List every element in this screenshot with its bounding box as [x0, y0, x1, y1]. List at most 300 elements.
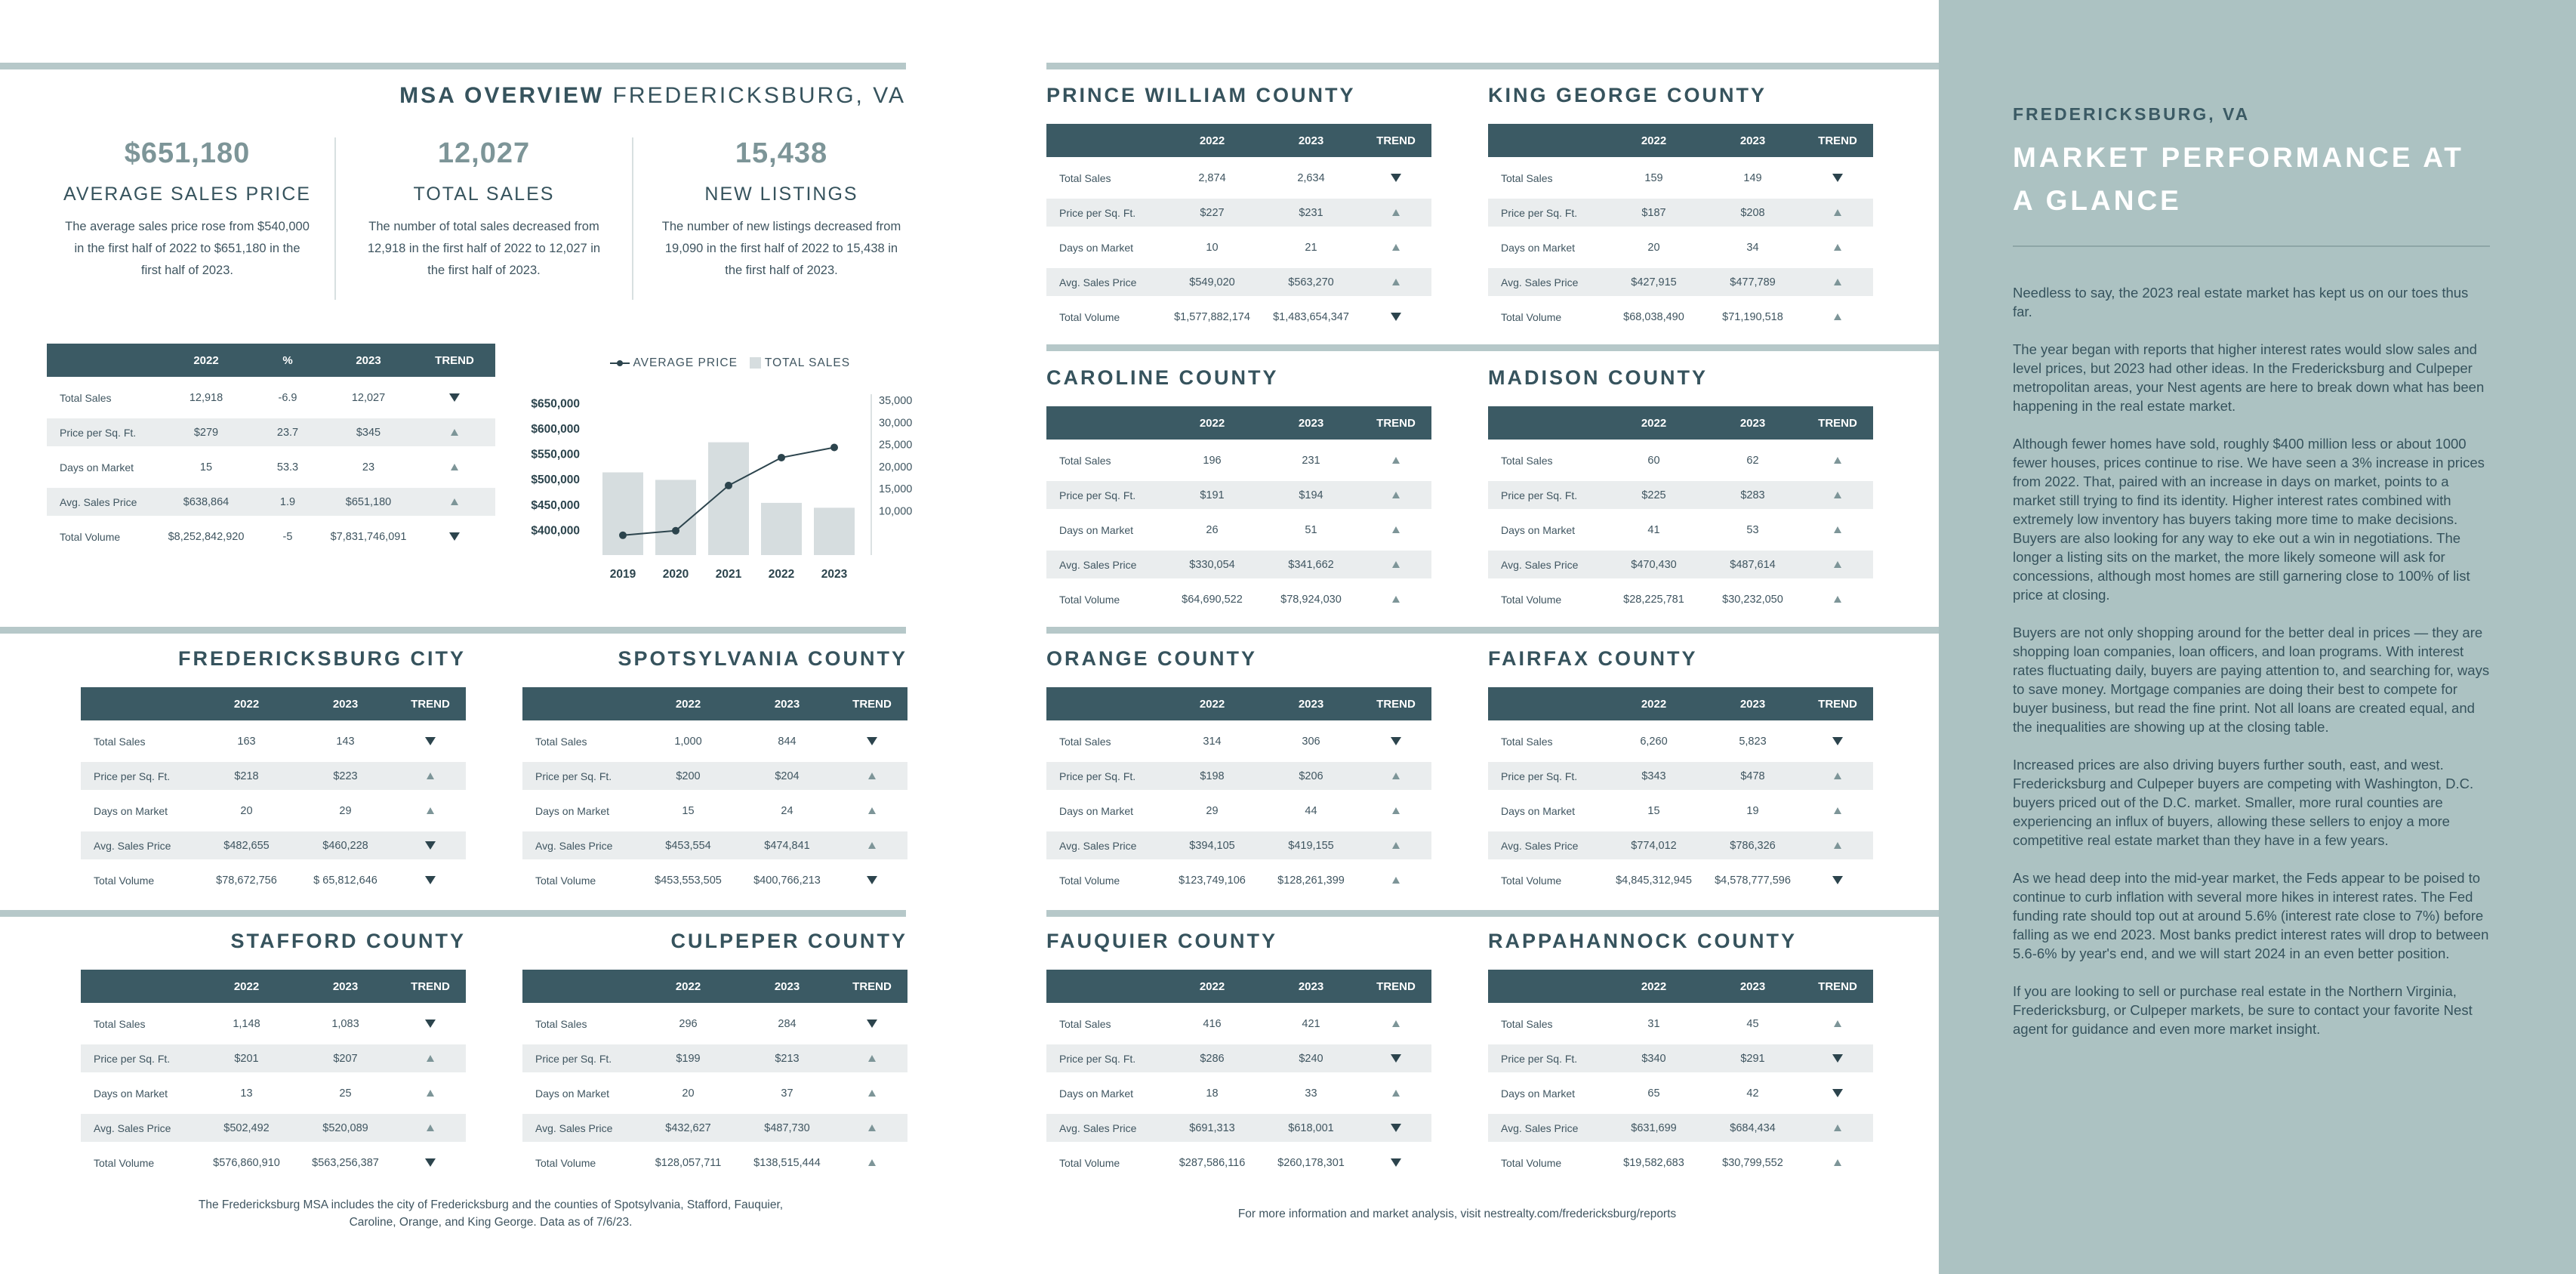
- table-header-row: [81, 970, 466, 1003]
- chart-point-average-price: [778, 454, 785, 461]
- table-cell: 65: [1647, 1087, 1660, 1100]
- trend-up-icon: [451, 429, 458, 436]
- table-header-cell: [522, 687, 639, 720]
- trend-down-icon: [425, 737, 436, 745]
- table-header-cell: 2023: [1262, 124, 1360, 157]
- table-row: [1488, 199, 1873, 227]
- stat-description: The number of new listings decreased from 19,090 in the first half of 2022 to 15,438 in the first half of 2023.: [661, 220, 901, 277]
- table-cell: 41: [1647, 523, 1660, 536]
- table-cell: 196: [1203, 454, 1222, 467]
- trend-cell: [414, 488, 495, 516]
- table-cell: Days on Market: [1059, 804, 1134, 817]
- table-header-cell: TREND: [395, 687, 466, 720]
- trend-cell: [395, 1079, 466, 1107]
- county-table: [1046, 117, 1431, 338]
- chart-bar-total-sales: [814, 507, 855, 555]
- table-cell: 29: [339, 804, 352, 817]
- table-header-cell: [522, 970, 639, 1003]
- table-row: [1488, 481, 1873, 509]
- table-cell: Days on Market: [535, 804, 610, 817]
- table-cell: 5,823: [1739, 735, 1767, 748]
- table-cell: Days on Market: [1059, 523, 1134, 536]
- table-header-cell: 2022: [1604, 124, 1703, 157]
- trend-cell: [395, 762, 466, 790]
- stat-label: TOTAL SALES: [413, 184, 555, 205]
- table-cell: $474,841: [738, 831, 837, 859]
- table-header-cell: 2023: [1703, 124, 1802, 157]
- table-cell: $138,515,444: [753, 1156, 821, 1169]
- chart-point-average-price: [830, 444, 838, 452]
- county-title: STAFFORD COUNTY: [230, 930, 466, 952]
- table-cell: Days on Market: [1501, 1087, 1576, 1100]
- trend-up-icon: [1834, 773, 1841, 779]
- table-row: [81, 1044, 466, 1072]
- table-cell: $7,831,746,091: [330, 530, 407, 543]
- county-title: ORANGE COUNTY: [1046, 647, 1258, 670]
- table-cell: 15: [199, 461, 213, 474]
- table-header-cell: [1046, 687, 1163, 720]
- trend-cell: [1802, 164, 1873, 192]
- county-table: [1488, 963, 1873, 1183]
- table-cell: $549,020: [1163, 268, 1262, 296]
- table-header-cell: 2022: [1163, 406, 1262, 440]
- table-cell: Total Volume: [60, 530, 121, 543]
- trend-up-icon: [1392, 842, 1400, 849]
- table-cell: Total Sales: [94, 1017, 146, 1030]
- trend-cell: [1802, 233, 1873, 261]
- chart-right-tick-label: 10,000: [879, 505, 913, 518]
- table-header-row: [1046, 406, 1431, 440]
- trend-cell: [837, 727, 907, 755]
- table-row: [1046, 446, 1431, 474]
- table-row: [1488, 303, 1873, 331]
- trend-up-icon: [1834, 561, 1841, 568]
- table-header-cell: TREND: [1360, 687, 1431, 720]
- trend-up-icon: [1834, 807, 1841, 814]
- trend-cell: [1360, 762, 1431, 790]
- stat-value: $651,180: [124, 137, 251, 169]
- table-cell: $227: [1163, 199, 1262, 227]
- table-row: [522, 1044, 907, 1072]
- table-cell: 42: [1746, 1087, 1759, 1100]
- legend-label-total-sales: TOTAL SALES: [764, 356, 851, 369]
- table-cell: Total Sales: [1059, 1017, 1111, 1030]
- table-cell: $128,057,711: [655, 1156, 722, 1169]
- table-cell: $240: [1262, 1044, 1360, 1072]
- table-header-cell: 2022: [639, 687, 738, 720]
- table-cell: $231: [1262, 199, 1360, 227]
- trend-cell: [395, 1044, 466, 1072]
- trend-up-icon: [1392, 526, 1400, 533]
- stat-label: AVERAGE SALES PRICE: [63, 184, 311, 205]
- chart-left-tick-label: $500,000: [531, 474, 580, 487]
- section-rule: [1046, 910, 1939, 917]
- table-cell: -6.9: [278, 391, 297, 404]
- table-cell: $213: [738, 1044, 837, 1072]
- table-header-row: [1488, 687, 1873, 720]
- table-row: [1488, 762, 1873, 790]
- table-cell: $1,577,882,174: [1174, 310, 1250, 323]
- trend-up-icon: [1834, 842, 1841, 849]
- county-title: CAROLINE COUNTY: [1046, 366, 1279, 389]
- table-cell: Total Sales: [1501, 1017, 1553, 1030]
- table-cell: $199: [639, 1044, 738, 1072]
- trend-cell: [1802, 516, 1873, 544]
- county-title: SPOTSYLVANIA COUNTY: [618, 647, 907, 670]
- table-cell: Total Volume: [1059, 874, 1120, 887]
- table-header-cell: 2023: [738, 687, 837, 720]
- table-cell: 62: [1746, 454, 1759, 467]
- table-row: [47, 453, 495, 481]
- trend-down-icon: [1391, 1054, 1401, 1063]
- table-cell: $419,155: [1262, 831, 1360, 859]
- table-row: [1046, 762, 1431, 790]
- table-row: [1046, 1149, 1431, 1177]
- table-cell: Avg. Sales Price: [1046, 1114, 1163, 1142]
- trend-cell: [1802, 446, 1873, 474]
- table-cell: Days on Market: [1501, 523, 1576, 536]
- table-cell: Total Sales: [60, 391, 112, 404]
- county-table: [1046, 963, 1431, 1183]
- table-cell: $8,252,842,920: [168, 530, 245, 543]
- county-table: [522, 963, 907, 1183]
- stat-value: 15,438: [735, 137, 828, 169]
- table-cell: 2,634: [1297, 171, 1325, 184]
- table-row: [522, 762, 907, 790]
- table-header-cell: 2023: [296, 687, 395, 720]
- trend-cell: [1360, 585, 1431, 613]
- table-header-cell: [81, 687, 197, 720]
- trend-down-icon: [449, 532, 460, 541]
- table-row: [1488, 164, 1873, 192]
- table-cell: 19: [1746, 804, 1759, 817]
- stat-average-sales-price: [63, 137, 312, 282]
- trend-cell: [837, 1114, 907, 1142]
- table-row: [522, 1010, 907, 1038]
- chart-point-average-price: [672, 527, 679, 535]
- table-header-cell: TREND: [414, 344, 495, 377]
- table-row: [1488, 268, 1873, 296]
- table-row: [47, 523, 495, 551]
- table-cell: 421: [1302, 1017, 1320, 1030]
- table-cell: 53.3: [276, 461, 299, 474]
- sidebar-paragraph: If you are looking to sell or purchase real estate in the Northern Virginia, Fredericksburg, or Culpeper markets, be sure to contact your favorite Nest agent for guidance and even more market insight.: [2013, 983, 2473, 1037]
- trend-cell: [837, 797, 907, 825]
- trend-up-icon: [1834, 457, 1841, 464]
- table-header-cell: TREND: [1802, 406, 1873, 440]
- table-cell: 20: [1647, 241, 1660, 254]
- legend-label-average-price: AVERAGE PRICE: [633, 356, 738, 369]
- table-row: [522, 1149, 907, 1177]
- table-cell: 2,874: [1198, 171, 1226, 184]
- table-cell: $28,225,781: [1623, 593, 1684, 606]
- table-cell: Avg. Sales Price: [1046, 268, 1163, 296]
- table-cell: $340: [1604, 1044, 1703, 1072]
- table-cell: $64,690,522: [1182, 593, 1243, 606]
- chart-left-tick-label: $400,000: [531, 524, 580, 538]
- chart-left-tick-label: $450,000: [531, 498, 580, 512]
- table-header-row: [522, 687, 907, 720]
- county-table: [81, 963, 466, 1183]
- table-header-cell: 2023: [1703, 687, 1802, 720]
- table-row: [81, 797, 466, 825]
- table-row: [1046, 797, 1431, 825]
- county-title: FAIRFAX COUNTY: [1488, 647, 1698, 670]
- table-header-cell: [47, 344, 160, 377]
- table-cell: $400,766,213: [753, 874, 821, 887]
- table-cell: 314: [1203, 735, 1222, 748]
- table-cell: $198: [1163, 762, 1262, 790]
- trend-cell: [395, 727, 466, 755]
- trend-cell: [1360, 481, 1431, 509]
- table-header-cell: %: [252, 344, 323, 377]
- table-cell: Total Volume: [94, 1156, 155, 1169]
- table-cell: Avg. Sales Price: [81, 831, 197, 859]
- table-cell: $291: [1703, 1044, 1802, 1072]
- table-cell: Price per Sq. Ft.: [1488, 199, 1604, 227]
- trend-cell: [1360, 727, 1431, 755]
- table-header-row: [1488, 406, 1873, 440]
- table-cell: $225: [1604, 481, 1703, 509]
- trend-up-icon: [868, 1090, 876, 1097]
- table-cell: $432,627: [639, 1114, 738, 1142]
- chart-x-tick-label: 2023: [821, 568, 848, 581]
- table-row: [522, 866, 907, 894]
- sidebar-divider: [2013, 245, 2490, 247]
- msa-title-location: FREDERICKSBURG, VA: [612, 83, 906, 108]
- county-title: PRINCE WILLIAM COUNTY: [1046, 84, 1356, 106]
- table-cell: 306: [1302, 735, 1320, 748]
- stat-description: The average sales price rose from $540,000 in the first half of 2022 to $651,180 in the first half of 2023.: [65, 220, 310, 277]
- stat-total-sales: [359, 137, 609, 282]
- trend-cell: [837, 1010, 907, 1038]
- table-row: [522, 797, 907, 825]
- table-cell: $453,554: [639, 831, 738, 859]
- chart-right-tick-label: 30,000: [879, 417, 913, 430]
- table-row: [1046, 164, 1431, 192]
- table-cell: $470,430: [1604, 551, 1703, 578]
- trend-up-icon: [427, 1090, 434, 1097]
- county-table: [1046, 399, 1431, 620]
- trend-cell: [395, 797, 466, 825]
- table-header-row: [1488, 970, 1873, 1003]
- table-header-cell: TREND: [1802, 124, 1873, 157]
- trend-cell: [837, 831, 907, 859]
- section-rule: [1046, 63, 1939, 69]
- table-cell: $78,924,030: [1280, 593, 1342, 606]
- table-cell: $786,326: [1703, 831, 1802, 859]
- table-cell: $287,586,116: [1179, 1156, 1246, 1169]
- trend-up-icon: [868, 1124, 876, 1131]
- trend-cell: [837, 1044, 907, 1072]
- table-header-cell: 2022: [1604, 687, 1703, 720]
- table-header-cell: 2023: [738, 970, 837, 1003]
- chart-x-tick-label: 2020: [662, 568, 689, 581]
- table-cell: 844: [778, 735, 797, 748]
- trend-up-icon: [868, 842, 876, 849]
- table-cell: 13: [240, 1087, 253, 1100]
- trend-cell: [1802, 1114, 1873, 1142]
- trend-cell: [1802, 727, 1873, 755]
- sidebar-paragraph: Buyers are not only shopping around for the better deal in prices — they are shopping loan companies, loan officers, and loan programs. With interest rates fluctuating daily, buyers are paying attention to, and searching for, ways to save money. Mortgage companies are doing their best to compete for buyer business, but read the fine print. Not all loans are created equal, and the inequalities are showing up at the closing table.: [2013, 625, 2490, 735]
- trend-down-icon: [425, 1158, 436, 1167]
- table-header-cell: TREND: [1360, 124, 1431, 157]
- trend-up-icon: [1392, 561, 1400, 568]
- table-row: [1488, 797, 1873, 825]
- table-cell: $341,662: [1262, 551, 1360, 578]
- table-cell: Total Volume: [1501, 310, 1562, 323]
- table-cell: Total Volume: [535, 874, 596, 887]
- table-cell: 159: [1644, 171, 1663, 184]
- sidebar-paragraph: Although fewer homes have sold, roughly $400 million less or about 1000 fewer houses, prices continue to rise. We have seen a 3% increase in prices from 2022. That, paired with an increase in days on market, points to a market still trying to find its identity. Higher interest rates combined with extremely low inventory has buyers taking more time to make decisions. Buyers are also looking for any way to eke out a win in negotiations. The longer a listing sits on the market, the more likely someone will ask for concessions, although most homes are still garnering close to 100% of list price at closing.: [2013, 436, 2485, 603]
- table-row: [81, 1079, 466, 1107]
- table-cell: $453,553,505: [655, 874, 722, 887]
- table-cell: $477,789: [1703, 268, 1802, 296]
- section-rule: [1046, 344, 1939, 351]
- table-row: [522, 831, 907, 859]
- trend-down-icon: [425, 1020, 436, 1028]
- table-header-cell: [1488, 687, 1604, 720]
- msa-title: [399, 83, 906, 109]
- table-header-cell: 2023: [1262, 970, 1360, 1003]
- trend-cell: [1802, 303, 1873, 331]
- trend-up-icon: [1392, 773, 1400, 779]
- trend-cell: [1802, 866, 1873, 894]
- chart-bar-total-sales: [655, 480, 696, 555]
- table-cell: $482,655: [197, 831, 296, 859]
- trend-cell: [414, 453, 495, 481]
- table-cell: Total Sales: [1059, 735, 1111, 748]
- section-rule: [0, 627, 906, 634]
- trend-up-icon: [1834, 1124, 1841, 1131]
- trend-down-icon: [1832, 1089, 1843, 1097]
- chart-right-tick-label: 25,000: [879, 439, 913, 452]
- table-cell: $68,038,490: [1623, 310, 1684, 323]
- chart-left-tick-label: $600,000: [531, 422, 580, 436]
- table-cell: Avg. Sales Price: [1488, 1114, 1604, 1142]
- table-cell: Price per Sq. Ft.: [1046, 481, 1163, 509]
- table-cell: $19,582,683: [1623, 1156, 1684, 1169]
- table-cell: $638,864: [160, 488, 252, 516]
- table-cell: $520,089: [296, 1114, 395, 1142]
- table-cell: 26: [1206, 523, 1219, 536]
- table-row: [522, 1114, 907, 1142]
- chart-point-average-price: [725, 482, 732, 489]
- county-title: FREDERICKSBURG CITY: [177, 647, 466, 670]
- trend-up-icon: [1392, 596, 1400, 603]
- table-cell: Total Sales: [535, 735, 587, 748]
- table-cell: $204: [738, 762, 837, 790]
- table-header-cell: 2022: [1604, 970, 1703, 1003]
- table-row: [1046, 727, 1431, 755]
- trend-cell: [1360, 199, 1431, 227]
- trend-down-icon: [1391, 1124, 1401, 1132]
- table-cell: $691,313: [1163, 1114, 1262, 1142]
- trend-cell: [1802, 831, 1873, 859]
- trend-up-icon: [1834, 209, 1841, 216]
- chart-x-tick-label: 2021: [715, 568, 742, 581]
- chart-bar-total-sales: [761, 503, 802, 555]
- table-cell: Total Volume: [1501, 593, 1562, 606]
- table-header-row: [1046, 687, 1431, 720]
- table-cell: Price per Sq. Ft.: [1046, 1044, 1163, 1072]
- trend-cell: [1360, 446, 1431, 474]
- table-cell: Days on Market: [1501, 804, 1576, 817]
- table-cell: $123,749,106: [1179, 874, 1246, 887]
- table-row: [1488, 1079, 1873, 1107]
- trend-cell: [414, 523, 495, 551]
- trend-up-icon: [868, 1055, 876, 1062]
- table-cell: Days on Market: [1501, 241, 1576, 254]
- trend-down-icon: [1391, 174, 1401, 182]
- county-table: [1488, 680, 1873, 901]
- table-header-cell: TREND: [837, 970, 907, 1003]
- table-cell: $1,483,654,347: [1273, 310, 1349, 323]
- trend-cell: [837, 1149, 907, 1177]
- table-row: [81, 1010, 466, 1038]
- table-row: [1046, 1114, 1431, 1142]
- trend-up-icon: [868, 773, 876, 779]
- table-cell: 53: [1746, 523, 1759, 536]
- trend-down-icon: [867, 876, 877, 884]
- sidebar-paragraph: As we head deep into the mid-year market, the Feds appear to be poised to continue to curb inflation with several more hikes in interest rates. The Fed funding rate should top out at around 5.6% (interest rate close to 7%) before falling as we end 2023. Most banks predict interest rates will drop to between 5.6-6% by year's end, and we will start 2024 in an even better position.: [2013, 870, 2489, 961]
- table-cell: Days on Market: [60, 461, 134, 474]
- trend-cell: [1802, 1079, 1873, 1107]
- table-cell: 12,918: [189, 391, 223, 404]
- trend-up-icon: [1392, 1020, 1400, 1027]
- table-header-cell: 2023: [1703, 970, 1802, 1003]
- table-header-cell: 2023: [323, 344, 414, 377]
- table-row: [1488, 1010, 1873, 1038]
- table-cell: Total Volume: [535, 1156, 596, 1169]
- table-cell: Days on Market: [94, 804, 168, 817]
- table-cell: 20: [682, 1087, 695, 1100]
- county-title: RAPPAHANNOCK COUNTY: [1488, 930, 1798, 952]
- table-cell: $128,261,399: [1277, 874, 1345, 887]
- table-cell: Avg. Sales Price: [522, 1114, 639, 1142]
- stat-description: The number of total sales decreased from 12,918 in the first half of 2022 to 12,027 in the first half of 2023.: [367, 220, 601, 277]
- county-table: [1046, 680, 1431, 901]
- table-cell: $30,799,552: [1722, 1156, 1783, 1169]
- trend-cell: [837, 866, 907, 894]
- county-table: [1488, 117, 1873, 338]
- trend-up-icon: [1834, 279, 1841, 285]
- county-title: FAUQUIER COUNTY: [1046, 930, 1278, 952]
- table-cell: 1,000: [674, 735, 702, 748]
- table-cell: 45: [1746, 1017, 1759, 1030]
- trend-up-icon: [1392, 209, 1400, 216]
- table-row: [1046, 516, 1431, 544]
- table-cell: $223: [296, 762, 395, 790]
- table-header-cell: 2023: [1262, 406, 1360, 440]
- footnote-msa: The Fredericksburg MSA includes the city of Fredericksburg and the counties of Spotsylvania, Stafford, Fauquier, Caroline, Orange, and King George. Data as of 7/6/23.: [198, 1198, 784, 1229]
- table-header-cell: [1046, 124, 1163, 157]
- table-cell: 12,027: [351, 391, 386, 404]
- trend-cell: [1802, 1149, 1873, 1177]
- chart-left-tick-label: $550,000: [531, 448, 580, 461]
- table-cell: Total Volume: [1059, 1156, 1120, 1169]
- table-cell: Avg. Sales Price: [1488, 551, 1604, 578]
- table-cell: 51: [1305, 523, 1317, 536]
- trend-down-icon: [1832, 876, 1843, 884]
- trend-cell: [1802, 585, 1873, 613]
- table-cell: $4,578,777,596: [1715, 874, 1791, 887]
- table-header-cell: 2022: [1163, 687, 1262, 720]
- trend-down-icon: [1391, 737, 1401, 745]
- table-cell: Price per Sq. Ft.: [1046, 762, 1163, 790]
- table-row: [1046, 1044, 1431, 1072]
- trend-down-icon: [1832, 1054, 1843, 1063]
